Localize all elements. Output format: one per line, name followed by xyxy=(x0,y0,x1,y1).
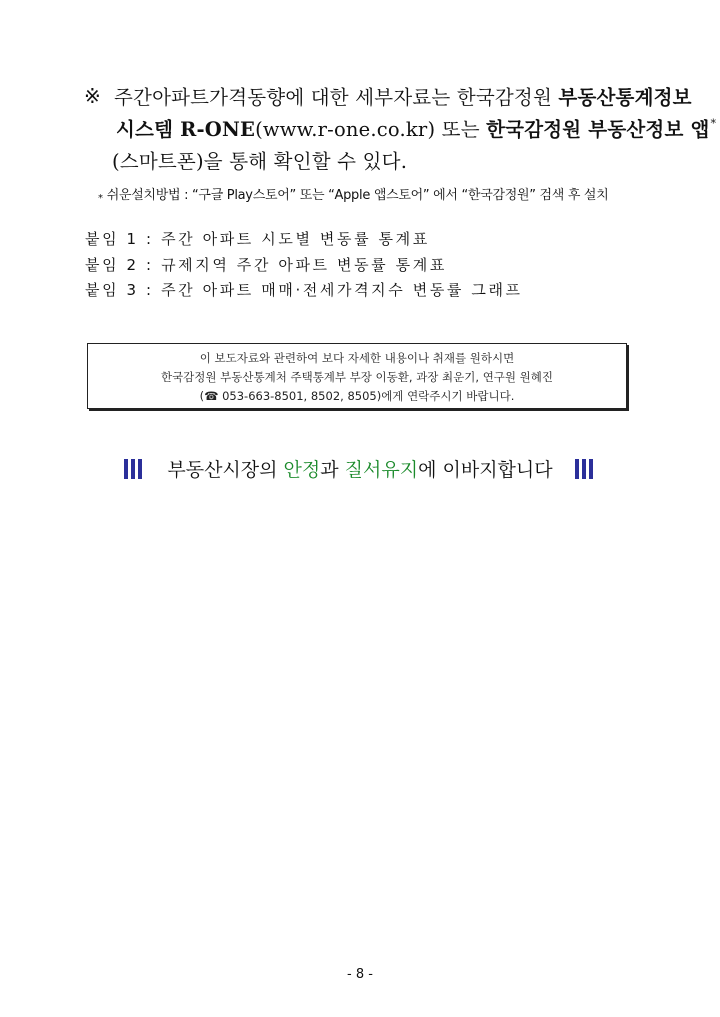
notice-highlight: 한국감정원 부동산정보 앱 xyxy=(486,118,710,141)
reference-mark: ※ xyxy=(84,84,101,108)
bars-icon xyxy=(124,459,145,484)
attachment-item: 붙임 2 : 규제지역 주간 아파트 변동률 통계표 xyxy=(85,256,447,274)
notice-text: 주간아파트가격동향에 대한 세부자료는 한국감정원 xyxy=(114,86,559,109)
notice-line-2 xyxy=(116,114,716,142)
attachment-item: 붙임 3 : 주간 아파트 매매·전세가격지수 변동률 그래프 xyxy=(85,281,523,299)
footnote-marker: * xyxy=(98,193,103,204)
slogan-accent: 질서유지 xyxy=(344,459,419,481)
bars-icon xyxy=(575,459,596,484)
notice-text: (www.r-one.co.kr) 또는 xyxy=(255,118,487,141)
contact-line: 한국감정원 부동산통계처 주택통계부 부장 이동환, 과장 최운기, 연구원 원혜진 xyxy=(160,370,554,384)
install-footnote xyxy=(98,184,608,203)
notice-line-3: (스마트폰)을 통해 확인할 수 있다. xyxy=(112,150,408,173)
contact-line: 이 보도자료와 관련하여 보다 자세한 내용이나 취재를 원하시면 xyxy=(199,351,515,365)
attachment-item: 붙임 1 : 주간 아파트 시도별 변동률 통계표 xyxy=(85,230,430,248)
contact-box xyxy=(87,343,627,409)
contact-line: (☎ 053-663-8501, 8502, 8505)에게 연락주시기 바랍니다. xyxy=(199,389,515,403)
slogan-text: 과 xyxy=(320,459,345,481)
footnote-text: 쉬운설치방법 : “구글 Play스토어” 또는 “Apple 앱스토어” 에서 “한국감정원” 검색 후 설치 xyxy=(106,188,609,203)
footnote-marker: * xyxy=(710,117,717,130)
notice-highlight: 부동산통계정보 xyxy=(558,86,692,109)
slogan xyxy=(0,455,720,484)
slogan-text: 에 이바지합니다 xyxy=(418,459,553,481)
page-number: - 8 - xyxy=(347,967,373,982)
notice-highlight: 시스템 R-ONE xyxy=(116,118,256,141)
slogan-text: 부동산시장의 xyxy=(167,459,284,481)
notice-line-1 xyxy=(114,82,692,110)
slogan-accent: 안정 xyxy=(283,459,321,481)
